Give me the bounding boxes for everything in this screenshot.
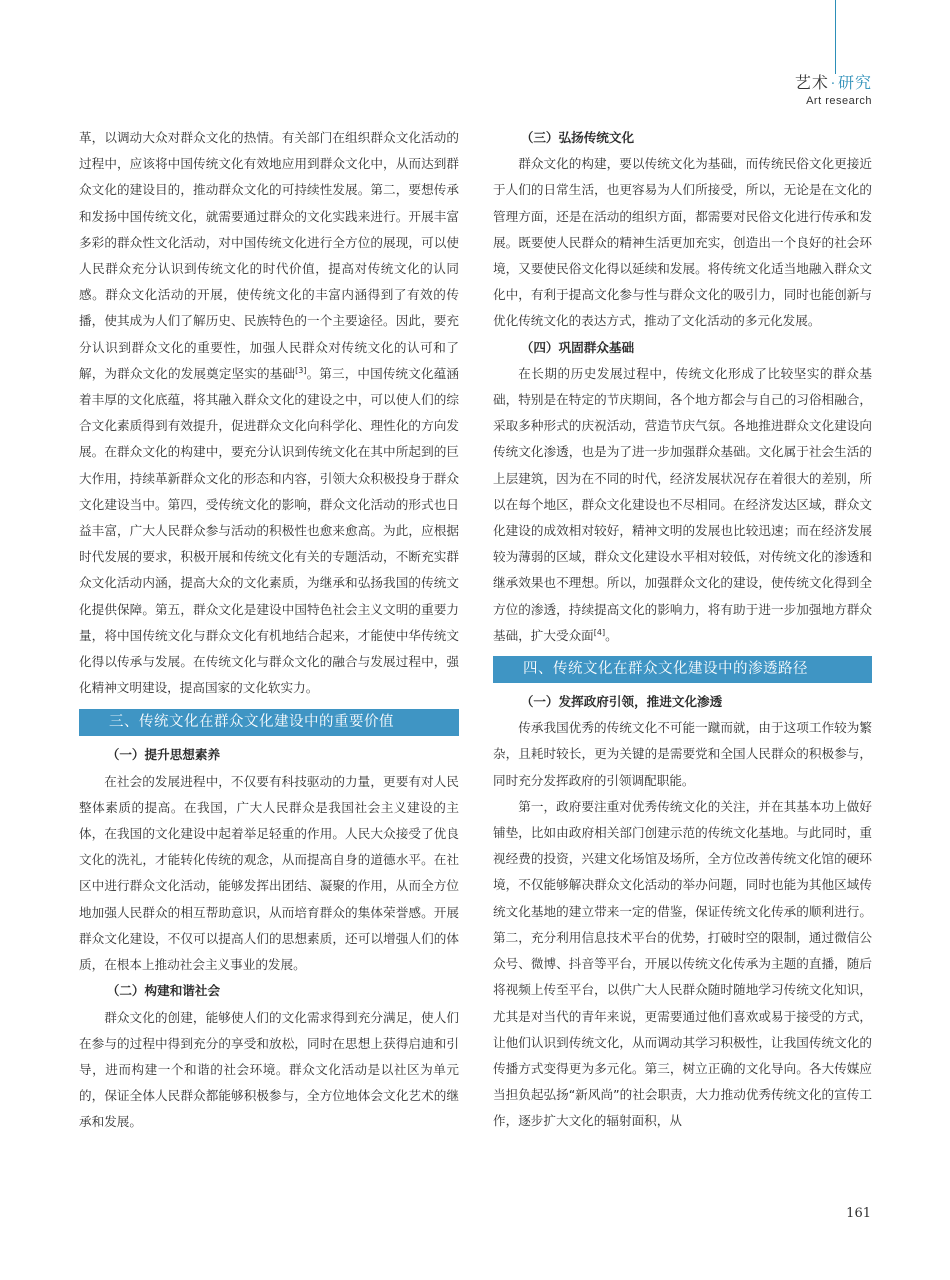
journal-brand-en: Art research	[806, 95, 872, 107]
journal-brand	[795, 70, 872, 107]
left-paragraph-continuation	[79, 125, 459, 701]
subsection-3-paragraph: 群众文化的构建，要以传统文化为基础，而传统民俗文化更接近于人们的日常生活，也更容易为人们所接受，所以，无论是在文化的管理方面，还是在活动的组织方面，都需要对民俗文化进行传承和发展。既要使人民群众的精神生活更加充实，创造出一个良好的社会环境，又要使民俗文化得以延续和发展。将传统文化适当地融入群众文化中，有利于提高文化参与性与群众文化的吸引力，同时也能创新与优化传统文化的表达方式，推动了文化活动的多元化发展。	[493, 156, 872, 329]
journal-brand-cn	[795, 70, 872, 93]
section-heading-3: 三、传统文化在群众文化建设中的重要价值	[79, 709, 459, 736]
subsection-5-paragraph-2: 第一，政府要注重对优秀传统文化的关注，并在其基本功上做好铺垫，比如由政府相关部门创建示范的传统文化基地。与此同时，重视经费的投资，兴建文化场馆及场所，全方位改善传统文化馆的硬环境，不仅能够解决群众文化活动的举办问题，同时也能为其他区域传统文化基地的建立带来一定的借鉴，保证传统文化传承的顺利进行。第二，充分利用信息技术平台的优势，打破时空的限制，通过微信公众号、微博、抖音等平台，开展以传统文化传承为主题的直播，随后将视频上传至平台，以供广大人民群众随时随地学习传统文化知识，尤其是对当代的青年来说，更需要通过他们喜欢或易于接受的方式，让他们认识到传统文化，从而调动其学习积极性，让我国传统文化的传播方式变得更为多元化。第三，树立正确的文化导向。各大传媒应当担负起弘扬“新风尚”的社会职责，大力推动优秀传统文化的宣传工作，逐步扩大文化的辐射面积，从	[493, 798, 872, 1129]
subsection-2-paragraph: 群众文化的创建，能够使人们的文化需求得到充分满足，使人们在参与的过程中得到充分的享受和放松，同时在思想上获得启迪和引导，进而构建一个和谐的社会环境。群众文化活动是以社区为单元的，保证全体人民群众都能够积极参与，全方位地体会文化艺术的继承和发展。	[79, 1009, 459, 1130]
subsection-5-paragraph-1: 传承我国优秀的传统文化不可能一蹴而就，由于这项工作较为繁杂，且耗时较长，更为关键的是需要党和全国人民群众的积极参与，同时充分发挥政府的引领调配职能。	[493, 720, 872, 788]
paragraph-text: 。	[605, 627, 618, 643]
section-heading-4: 四、传统文化在群众文化建设中的渗透路径	[493, 656, 872, 683]
paragraph-text: 。第三，中国传统文化蕴涵着丰厚的文化底蕴，将其融入群众文化的建设之中，可以使人们的综合文化素质得到有效提升，促进群众文化向科学化、理性化的方向发展。在群众文化的构建中，要充分认识到传统文化在其中所起到的巨大作用，持续革新群众文化的形态和内容，引领大众积极投身于群众文化建设当中。第四，受传统文化的影响，群众文化活动的形式也日益丰富，广大人民群众参与活动的积极性也愈来愈高。为此，应根据时代发展的要求，积极开展和传统文化有关的专题活动，不断充实群众文化活动内涵，提高大众的文化素质，为继承和弘扬我国的传统文化提供保障。第五，群众文化是建设中国特色社会主义文明的重要力量，将中国传统文化与群众文化有机地结合起来，才能使中华传统文化得以传承与发展。在传统文化与群众文化的融合与发展过程中，强化精神文明建设，提高国家的文化软实力。	[79, 365, 460, 696]
subheading-4: （四）巩固群众基础	[520, 339, 635, 355]
subheading-1: （一）提升思想素养	[106, 747, 221, 763]
brand-cn-separator: ·	[830, 77, 836, 92]
subheading-3: （三）弘扬传统文化	[520, 130, 635, 145]
subheading-5: （一）发挥政府引领，推进文化渗透	[520, 694, 723, 710]
citation-ref-3: [3]	[295, 365, 307, 375]
subheading-2: （二）构建和谐社会	[106, 983, 221, 999]
subsection-1-paragraph: 在社会的发展进程中，不仅要有科技驱动的力量，更要有对人民整体素质的提高。在我国，广大人民群众是我国社会主义建设的主体，在我国的文化建设中起着举足轻重的作用。人民大众接受了优良文化的洗礼，才能转化传统的观念，从而提高自身的道德水平。在社区中进行群众文化活动，能够发挥出团结、凝聚的作用，从而全方位地加强人民群众的相互帮助意识，从而培育群众的集体荣誉感。开展群众文化建设，不仅可以提高人们的思想素质，还可以增强人们的体质，在根本上推动社会主义事业的发展。	[79, 773, 459, 973]
citation-ref-4: [4]	[593, 627, 606, 637]
header-divider-line	[835, 0, 836, 74]
brand-cn-part1: 艺术	[794, 73, 829, 92]
page-number: 161	[846, 1206, 871, 1221]
paragraph-text: 在长期的历史发展过程中，传统文化形成了比较坚实的群众基础，特别是在特定的节庆期间，各个地方都会与自己的习俗相融合，采取多种形式的庆祝活动，营造节庆气氛。各地推进群众文化建设向传统文化渗透，也是为了进一步加强群众基础。文化属于社会生活的上层建筑，因为在不同的时代，经济发展状况存在着很大的差别，所以在每个地区，群众文化建设也不尽相同。在经济发达区域，群众文化建设的成效相对较好，精神文明的发展也比较迅速；而在经济发展较为薄弱的区域，群众文化建设水平相对较低，对传统文化的渗透和继承效果也不理想。所以，加强群众文化的建设，使传统文化得到全方位的渗透，持续提高文化的影响力，将有助于进一步加强地方群众基础，扩大受众面	[493, 365, 872, 643]
right-column	[493, 125, 872, 1135]
brand-cn-part2: 研究	[837, 73, 872, 92]
left-column	[79, 125, 459, 1136]
paragraph-text: 革，以调动大众对群众文化的热情。有关部门在组织群众文化活动的过程中，应该将中国传统文化有效地应用到群众文化中，从而达到群众文化的建设目的，推动群众文化的可持续性发展。第二，要想传承和发扬中国传统文化，就需要通过群众的文化实践来进行。开展丰富多彩的群众性文化活动，对中国传统文化进行全方位的展现，可以使人民群众充分认识到传统文化的时代价值，提高对传统文化的认同感。群众文化活动的开展，使传统文化的丰富内涵得到了有效的传播，使其成为人们了解历史、民族特色的一个主要途径。因此，要充分认识到群众文化的重要性，加强人民群众对传统文化的认可和了解，为群众文化的发展奠定坚实的基础	[79, 130, 459, 381]
subsection-4-paragraph	[493, 361, 872, 649]
